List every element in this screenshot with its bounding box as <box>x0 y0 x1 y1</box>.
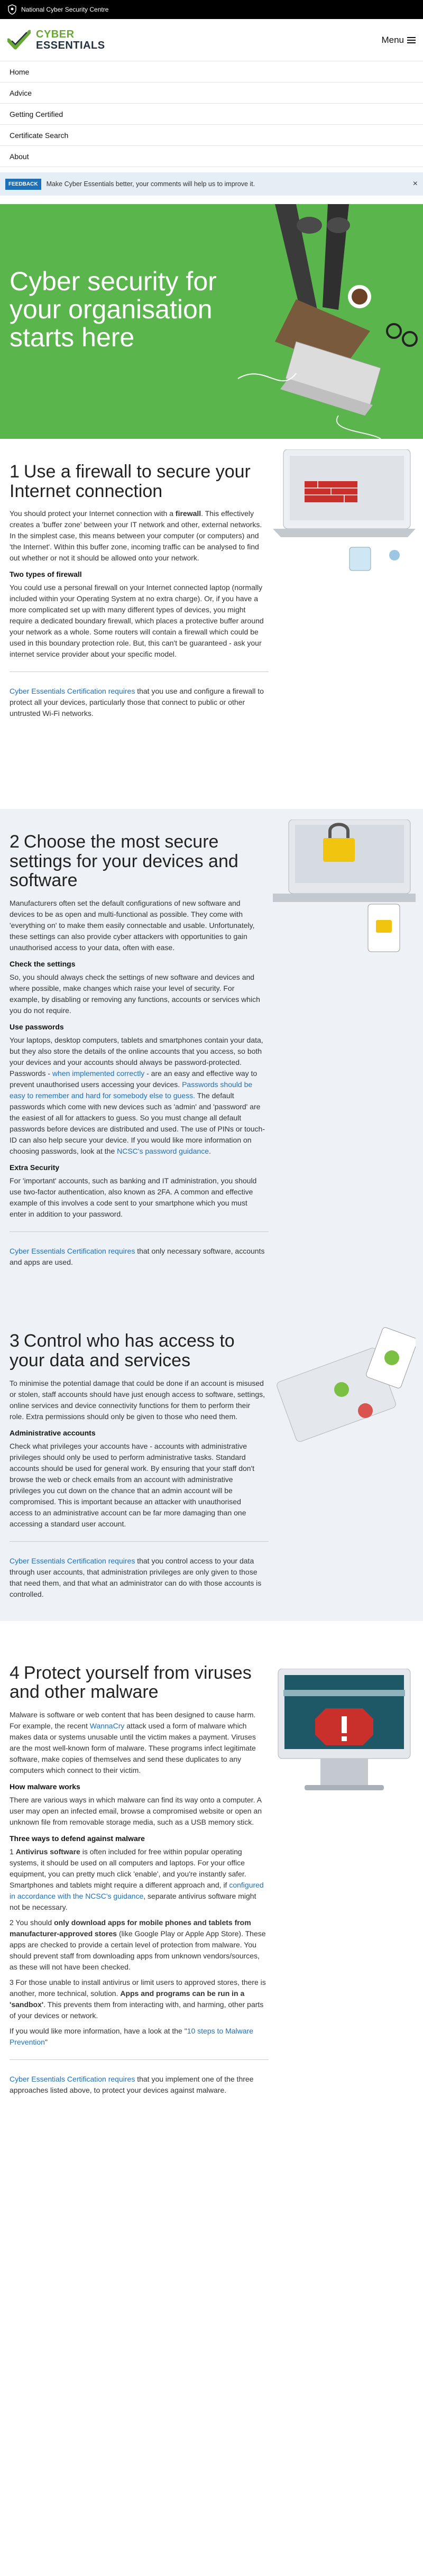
s4-callout-link[interactable]: Cyber Essentials Certification requires <box>10 2075 135 2084</box>
s3-callout-text: that you control access to your data through user accounts, that administration privileges are only given to those that need them, and that what an administrator can do with those accounts is controlled. <box>10 1556 262 1598</box>
cyber-essentials-logo[interactable] <box>7 29 105 51</box>
settings-illustration <box>273 820 416 957</box>
section-4-title: Protect yourself from viruses and other malware <box>10 1662 252 1703</box>
s2-link-guidance[interactable]: NCSC's password guidance <box>117 1147 209 1156</box>
s4-link-10-steps[interactable]: 10 steps to Malware Prevention <box>10 2027 253 2047</box>
hero-banner <box>0 204 423 439</box>
s4-intro: Malware is software or web content that has been designed to cause harm. For example, the recent WannaCry attack used a form of malware which makes data or systems unusable until the victim makes a payment. Viruses are the most well-known form of malware. These programs infect legitimate software, make copies of themselves and send these duplicates to any computers which connect to their victim. <box>10 1710 256 1775</box>
nav-getting-certified[interactable]: Getting Certified <box>0 104 423 125</box>
s4-link-ncsc-guidance[interactable]: configured in accordance with the NCSC's guidance <box>10 1881 264 1901</box>
nav-home[interactable]: Home <box>0 61 423 82</box>
s4-callout <box>10 2059 269 2096</box>
nav-certificate-search[interactable]: Certificate Search <box>0 125 423 146</box>
s4-heading-three: Three ways to defend against malware <box>10 1834 145 1843</box>
section-firewall <box>0 439 423 809</box>
malware-illustration <box>273 1669 416 1796</box>
s3-heading-admin: Administrative accounts <box>10 1428 96 1437</box>
feedback-tag[interactable]: FEEDBACK <box>5 179 41 190</box>
s2-heading-extra: Extra Security <box>10 1163 60 1172</box>
section-settings <box>0 809 423 1289</box>
close-icon[interactable]: × <box>412 179 418 188</box>
feedback-banner <box>0 172 423 196</box>
s2-callout-link[interactable]: Cyber Essentials Certification requires <box>10 1247 135 1256</box>
section-1-title: Use a firewall to secure your Internet connection <box>10 462 251 501</box>
s2-extra-text: For 'important' accounts, such as banking and IT administration, you should use two-factor authentication, also known as 2FA. A common and effective example of this involves a code sent to your smartphone which you must enter in addition to your password. <box>10 1176 257 1219</box>
logo-line-2: ESSENTIALS <box>36 39 105 51</box>
section-2-number: 2 <box>10 832 20 852</box>
s1-heading-types: Two types of firewall <box>10 570 82 579</box>
s3-intro: To minimise the potential damage that could be done if an account is misused or stolen, staff accounts should have just enough access to software, settings, online services and device connectivity functions for them to perform their role. Extra permissions should only be given to those who need them. <box>10 1378 265 1421</box>
section-access <box>0 1289 423 1621</box>
section-2-title: Choose the most secure settings for your devices and software <box>10 832 238 891</box>
menu-button[interactable] <box>381 33 416 47</box>
s4-way-3: 3 For those unable to install antivirus or limit users to approved stores, there is another, more technical, solution. Apps and programs can be run in a 'sandbox'. This prevents them from interacting with, and harming, other parts of your devices or network. <box>10 1978 266 2020</box>
menu-label: Menu <box>381 34 404 45</box>
hamburger-icon <box>407 37 416 43</box>
section-1-number: 1 <box>10 462 20 482</box>
s4-heading-how: How malware works <box>10 1782 80 1791</box>
firewall-illustration <box>273 449 416 571</box>
s2-intro: Manufacturers often set the default configurations of new software and devices to be as open and multi-functional as possible. They come with 'everything on' to make them easily connectable and usable. Unfortunately, these settings can also provide cyber attackers with opportunities to gain unauthorised access to your data, often with ease. <box>10 899 255 952</box>
access-illustration <box>273 1326 416 1453</box>
nav-advice[interactable]: Advice <box>0 82 423 104</box>
main-nav <box>0 61 423 167</box>
s2-heading-passwords: Use passwords <box>10 1023 64 1032</box>
s4-way-1: 1 Antivirus software is often included for free within popular operating systems, it should be used on all computers and laptops. For your office equipment, you can pretty much click 'enable', and you're instantly safer. Smartphones and tablets might require a different approach and, if configured in accordance with the NCSC's guidance, separate antivirus software might not be necessary. <box>10 1847 264 1912</box>
site-header <box>0 19 423 61</box>
s3-callout-link[interactable]: Cyber Essentials Certification requires <box>10 1556 135 1565</box>
s2-passwords-text: Your laptops, desktop computers, tablets and smartphones contain your data, but they also store the details of the online accounts that you access, so both your devices and your accounts should always be password-protected. Passwords - when implemented correctly - are an easy and effective way to prevent unauthorised users accessing your devices. Passwords should be easy to remember and hard for somebody else to guess. The default passwords which come with new devices such as 'admin' and 'password' are the easiest of all for attackers to guess. So you must change all default passwords before devices are distributed and used. The use of PINs or touch-ID can also help secure your device. If you would like more information on choosing passwords, look at the NCSC's password guidance. <box>10 1036 265 1156</box>
section-4-number: 4 <box>10 1662 20 1683</box>
s4-way-2: 2 You should only download apps for mobile phones and tablets from manufacturer-approved stores (like Google Play or Apple App Store). These apps are checked to provide a certain level of protection from malware. You should prevent staff from downloading apps from unknown vendors/sources, as these will not have been checked. <box>10 1918 266 1972</box>
logo-line-1: CYBER <box>36 28 75 40</box>
s1-callout <box>10 671 269 719</box>
s1-callout-link[interactable]: Cyber Essentials Certification requires <box>10 687 135 696</box>
s2-check-text: So, you should always check the settings of new software and devices and where possible, make changes which raise your level of security. For example, by disabling or removing any functions, accounts or services which you do not require. <box>10 973 260 1015</box>
s1-types-text: You could use a personal firewall on your Internet connected laptop (normally included within your Operating System at no extra charge). Or, if you have a more complicated set up with many different types of devices, you might require a dedicated boundary firewall, which places a protective buffer around your network as a whole. Some routers will contain a firewall which could be used in this boundary protection role. But, this can't be guaranteed - ask your internet service provider about your specific model. <box>10 583 264 659</box>
s2-link-easy[interactable]: Passwords should be easy to remember and hard for somebody else to guess. <box>10 1080 253 1100</box>
s3-admin-text: Check what privileges your accounts have - accounts with administrative privileges should only be used to perform administrative tasks. Standard accounts should be used for general work. By ensuring that your staff don't browse the web or check emails from an account with administrative privileges you cut down on the chance that an admin account will be compromised. This is important because an attacker with unauthorised access to an administrative account can be far more damaging than one accessing a standard user account. <box>10 1441 255 1528</box>
s2-heading-check: Check the settings <box>10 960 76 969</box>
s4-how-text: There are various ways in which malware can find its way onto a computer. A user may open an infected email, browse a compromised website or open an unknown file from removable storage media, such as a USB memory stick. <box>10 1796 262 1827</box>
s3-callout <box>10 1541 269 1600</box>
org-name[interactable]: National Cyber Security Centre <box>21 6 109 13</box>
feedback-text: Make Cyber Essentials better, your comments will help us to improve it. <box>46 180 255 188</box>
checkmark-logo-icon <box>7 30 31 51</box>
section-3-title: Control who has access to your data and services <box>10 1331 235 1370</box>
s4-more-info: If you would like more information, have a look at the "10 steps to Malware Prevention" <box>10 2027 253 2047</box>
section-3-number: 3 <box>10 1331 20 1351</box>
s4-link-wannacry[interactable]: WannaCry <box>89 1722 125 1731</box>
nav-about[interactable]: About <box>0 146 423 167</box>
s2-link-implemented[interactable]: when implemented correctly <box>52 1069 145 1078</box>
hero-title: Cyber security for your organisation starts here <box>10 266 217 352</box>
crest-icon <box>7 4 17 15</box>
s4-callout-text: that you implement one of the three approaches listed above, to protect your devices against malware. <box>10 2075 254 2095</box>
s1-callout-text: that you use and configure a firewall to protect all your devices, particularly those that connect to public or other untrusted Wi-Fi networks. <box>10 687 264 718</box>
s1-intro: You should protect your Internet connection with a firewall. This effectively creates a 'buffer zone' between your IT network and other, external networks. In the simplest case, this means between your computer (or computers) and 'the Internet'. Within this buffer zone, incoming traffic can be analysed to find out whether or not it should be allowed onto your network. <box>10 509 262 563</box>
ncsc-topbar <box>0 0 423 19</box>
section-malware <box>0 1621 423 2117</box>
s2-callout <box>10 1231 269 1268</box>
s2-callout-text: that only necessary software, accounts and apps are used. <box>10 1247 265 1267</box>
